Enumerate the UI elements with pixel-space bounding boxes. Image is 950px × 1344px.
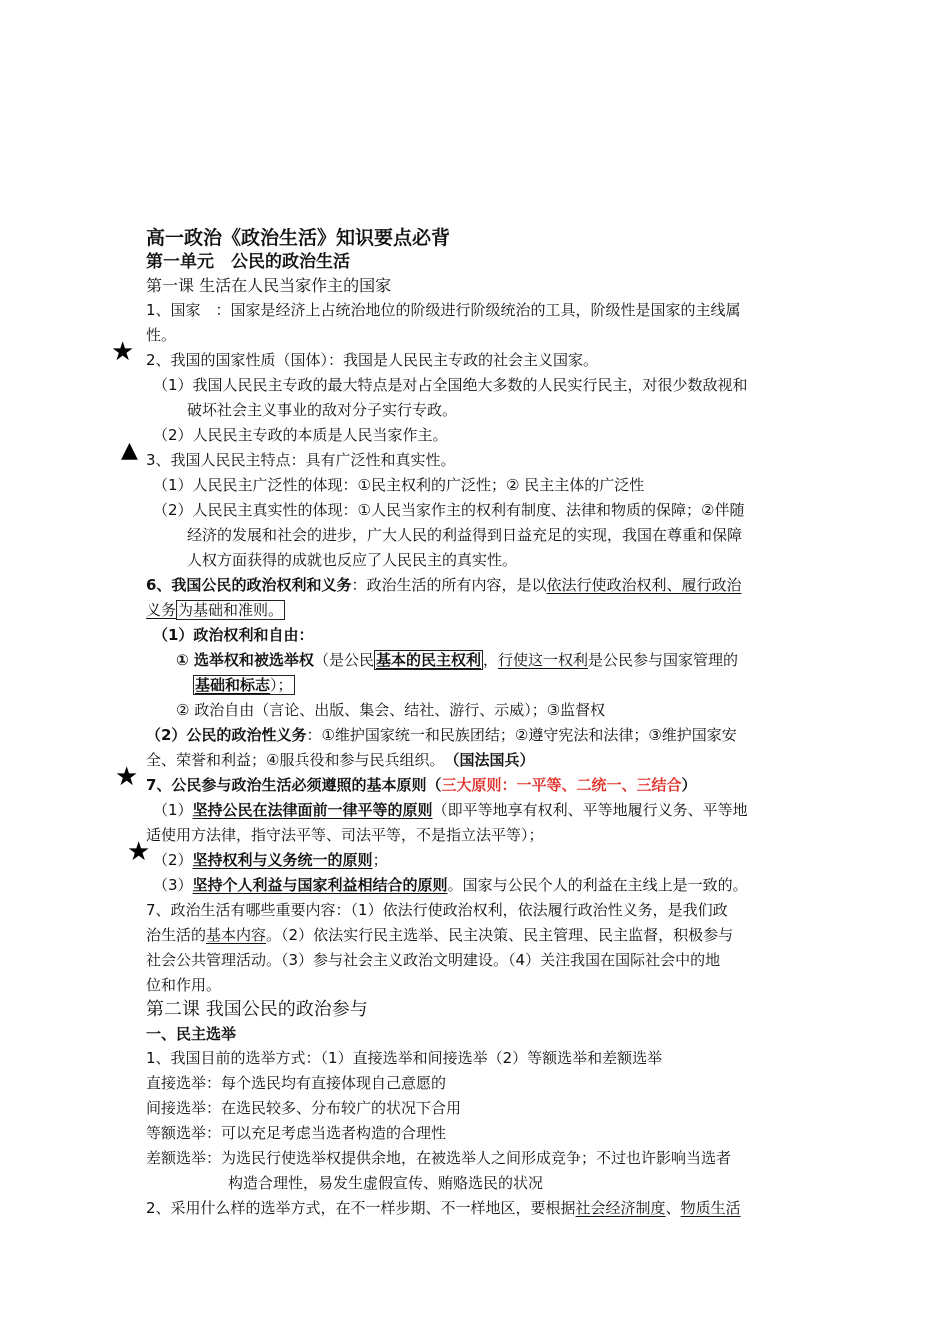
unit-heading: 第一单元 公民的政治生活 <box>146 252 350 272</box>
paragraph-6-line-2: 义务 为基础和准则。 <box>146 601 284 619</box>
election-line-1: 1、我国目前的选举方式：（1）直接选举和间接选举（2）等额选举和差额选举 <box>146 1049 663 1067</box>
paragraph-7: 7、公民参与政治生活必须遵照的基本原则（三大原则：一平等、二统一、三结合） <box>146 776 697 794</box>
paragraph-2-2: （2）人民民主专政的本质是人民当家作主。 <box>153 426 448 444</box>
star-icon: ★ <box>127 837 151 867</box>
paragraph-1-line-1: 1、国家 ：国家是经济上占统治地位的阶级进行阶级统治的工具，阶级性是国家的主线属 <box>146 301 741 319</box>
lesson-heading: 第一课 生活在人民当家作主的国家 <box>146 276 392 295</box>
triangle-icon: ▲ <box>121 438 138 463</box>
election-line-3: 间接选举：在选民较多、分布较广的状况下合用 <box>146 1099 462 1117</box>
paragraph-1-line-2: 性。 <box>146 326 177 344</box>
election-line-4: 等额选举：可以充足考虑当选者构造的合理性 <box>146 1124 447 1142</box>
paragraph-2: 2、我国的国家性质（国体）：我国是人民民主专政的社会主义国家。 <box>146 351 599 369</box>
star-icon: ★ <box>115 762 139 792</box>
election-line-7: 2、采用什么样的选举方式，在不一样步期、不一样地区，要根据社会经济制度、物质生活 <box>146 1199 741 1217</box>
document-title: 高一政治《政治生活》知识要点必背 <box>146 227 451 249</box>
star-icon: ★ <box>111 337 135 367</box>
election-line-2: 直接选举：每个选民均有直接体现自己意愿的 <box>146 1074 447 1092</box>
paragraph-7-2: （2）坚持权利与义务统一的原则； <box>153 851 388 869</box>
paragraph-7b-line-2: 治生活的基本内容。（2）依法实行民主选举、民主决策、民主管理、民主监督，积极参与 <box>146 926 734 944</box>
paragraph-3-2-line-1: （2）人民民主真实性的体现：①人民当家作主的权利有制度、法律和物质的保障；②伴随 <box>153 501 745 519</box>
paragraph-6-1-heading: （1）政治权利和自由： <box>153 626 314 644</box>
paragraph-6-2-line-1: （2）公民的政治性义务：①维护国家统一和民族团结；②遵守宪法和法律；③维护国家安 <box>146 726 737 744</box>
paragraph-3-2-line-3: 人权方面获得的成就也反应了人民民主的真实性。 <box>187 551 518 569</box>
paragraph-7b-line-1: 7、政治生活有哪些重要内容：（1）依法行使政治权利，依法履行政治性义务，是我们政 <box>146 901 728 919</box>
lesson-2-heading: 第二课 我国公民的政治参与 <box>146 999 368 1020</box>
paragraph-2-1-line-1: （1）我国人民民主专政的最大特点是对占全国绝大多数的人民实行民主，对很少数敌视和 <box>153 376 748 394</box>
paragraph-7-3: （3）坚持个人利益与国家利益相结合的原则。国家与公民个人的利益在主线上是一致的。 <box>153 876 748 894</box>
paragraph-6-1b: ② 政治自由（言论、出版、集会、结社、游行、示威）；③监督权 <box>176 701 606 719</box>
paragraph-6-1a-line-2: 基础和标志）； <box>195 676 293 694</box>
paragraph-7b-line-4: 位和作用。 <box>146 976 222 994</box>
paragraph-6-1a-line-1: ① 选举权和被选举权（是公民 基本的民主权利 ，行使这一权利是公民参与国家管理的 <box>176 651 739 669</box>
paragraph-7-1-line-1: （1）坚持公民在法律面前一律平等的原则（即平等地享有权利、平等地履行义务、平等地 <box>153 801 748 819</box>
paragraph-3-2-line-2: 经济的发展和社会的进步，广大人民的利益得到日益充足的实现，我国在尊重和保障 <box>187 526 743 544</box>
paragraph-2-1-line-2: 破坏社会主义事业的敌对分子实行专政。 <box>187 401 458 419</box>
paragraph-3: 3、我国人民民主特点：具有广泛性和真实性。 <box>146 451 456 469</box>
election-line-6: 构造合理性，易发生虚假宣传、贿赂选民的状况 <box>228 1174 544 1192</box>
paragraph-6-line-1: 6、我国公民的政治权利和义务：政治生活的所有内容，是以依法行使政治权利、履行政治 <box>146 576 742 594</box>
paragraph-7b-line-3: 社会公共管理活动。（3）参与社会主义政治文明建设。（4）关注我国在国际社会中的地 <box>146 951 721 969</box>
paragraph-3-1: （1）人民民主广泛性的体现：①民主权利的广泛性；② 民主主体的广泛性 <box>153 476 645 494</box>
paragraph-7-1-line-2: 适使用方法律，指守法平等、司法平等，不是指立法平等）； <box>146 826 544 844</box>
section-heading: 一、民主选举 <box>146 1025 237 1043</box>
election-line-5: 差额选举：为选民行使选举权提供余地，在被选举人之间形成竞争；不过也许影响当选者 <box>146 1149 732 1167</box>
paragraph-6-2-line-2: 全、荣誉和利益；④服兵役和参与民兵组织。 （国法国兵） <box>146 751 535 769</box>
